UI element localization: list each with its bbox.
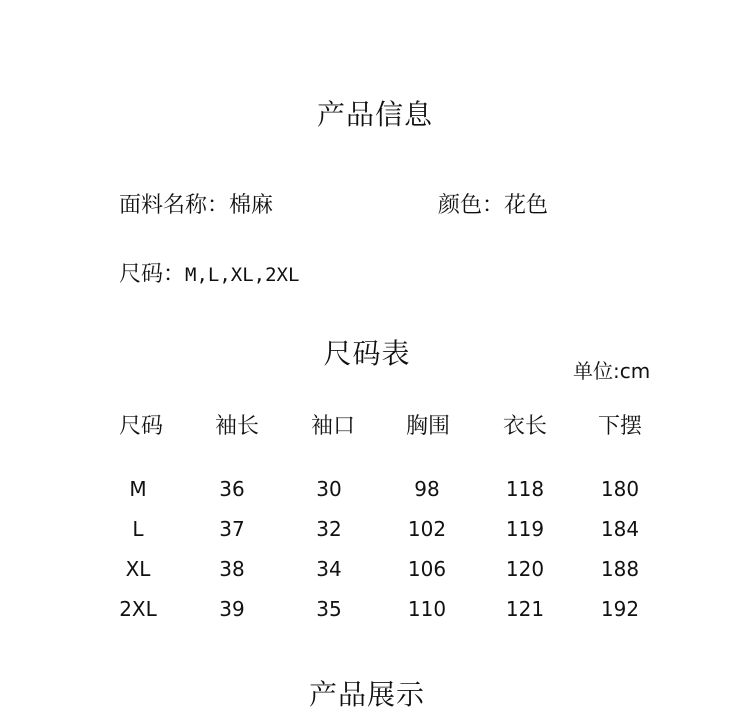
size-info (119, 261, 299, 289)
product-display-title: 产品展示 (308, 678, 425, 711)
table-cell: 110 (407, 597, 447, 621)
color-label: 颜色： (438, 193, 505, 218)
size-value: M,L,XL,2XL (185, 264, 300, 286)
table-cell: 2XL (119, 597, 157, 621)
fabric-info (119, 192, 273, 220)
table-cell: 184 (600, 517, 640, 541)
table-cell: M (129, 477, 147, 501)
table-cell: L (132, 517, 144, 541)
table-cell: 38 (219, 557, 245, 581)
table-cell: XL (125, 557, 151, 581)
table-cell: 192 (600, 597, 640, 621)
color-info (438, 192, 548, 220)
header-cuff: 袖口 (310, 414, 355, 439)
table-cell: 121 (505, 597, 545, 621)
header-hem: 下摆 (597, 414, 642, 439)
product-info-title: 产品信息 (316, 98, 433, 131)
table-cell: 36 (219, 477, 245, 501)
header-sleeve-length: 袖长 (214, 414, 259, 439)
color-value: 花色 (504, 193, 549, 218)
size-label: 尺码： (119, 262, 186, 287)
size-chart-title: 尺码表 (323, 337, 411, 370)
table-cell: 30 (316, 477, 342, 501)
table-cell: 119 (505, 517, 545, 541)
table-cell: 32 (316, 517, 342, 541)
table-cell: 34 (316, 557, 342, 581)
table-cell: 102 (407, 517, 447, 541)
table-cell: 188 (600, 557, 640, 581)
table-cell: 106 (407, 557, 447, 581)
table-cell: 35 (316, 597, 342, 621)
table-cell: 180 (600, 477, 640, 501)
header-bust: 胸围 (405, 414, 450, 439)
table-cell: 98 (414, 477, 440, 501)
table-cell: 39 (219, 597, 245, 621)
header-size: 尺码 (118, 414, 163, 439)
table-cell: 118 (505, 477, 545, 501)
table-cell: 120 (505, 557, 545, 581)
unit-label: 单位:cm (573, 359, 651, 383)
fabric-value: 棉麻 (229, 193, 274, 218)
header-length: 衣长 (502, 414, 547, 439)
table-cell: 37 (219, 517, 245, 541)
fabric-label: 面料名称： (119, 193, 230, 218)
